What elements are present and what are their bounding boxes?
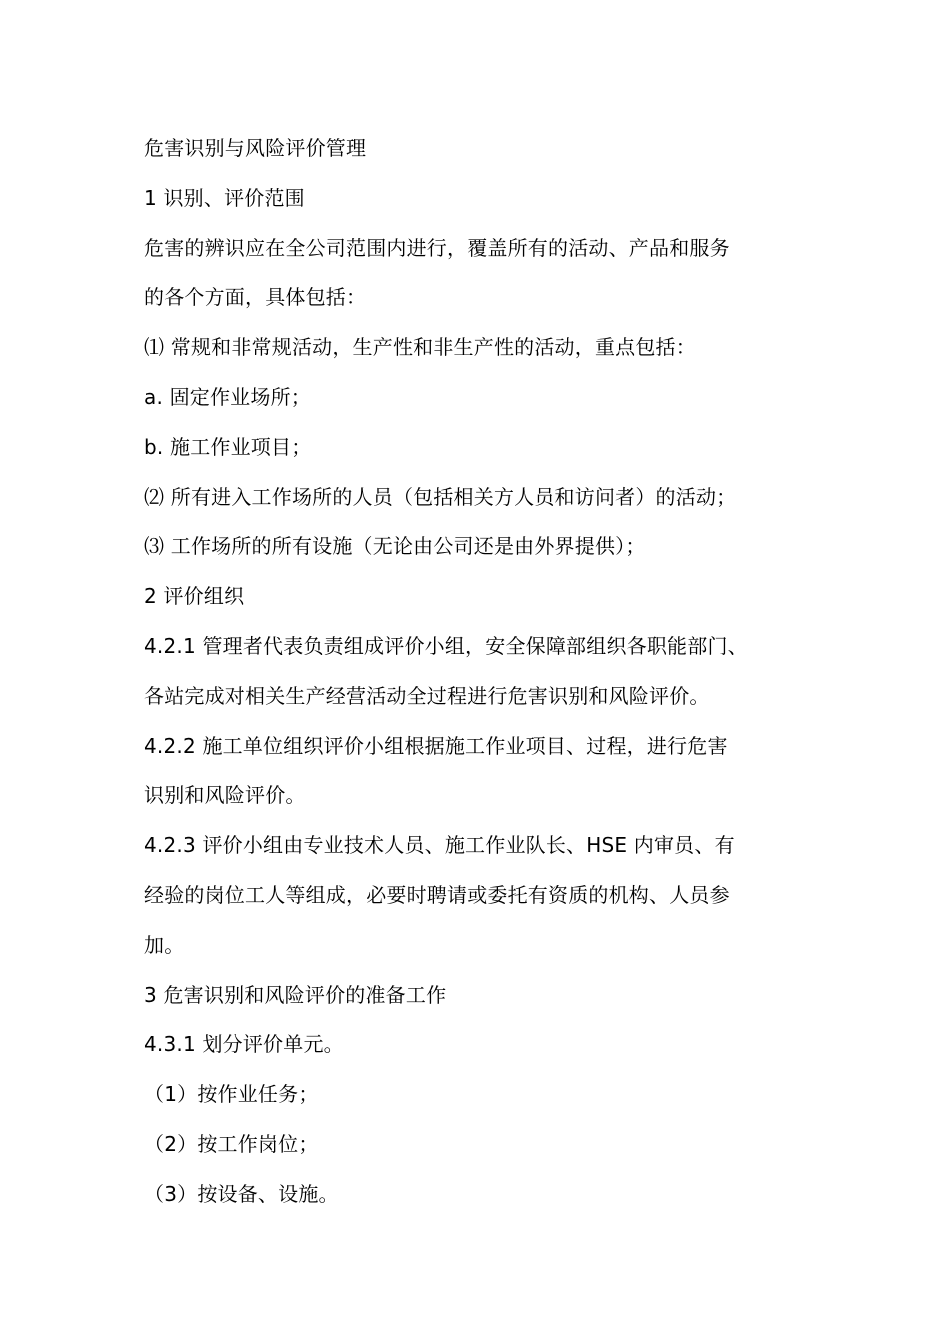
list-item: ⑵ 所有进入工作场所的人员（包括相关方人员和访问者）的活动； [144,484,737,509]
document-body [144,124,844,1220]
section-heading-2: 2 评价组织 [144,584,245,609]
list-item: （1）按作业任务； [144,1082,319,1107]
paragraph-line: 4.2.2 施工单位组织评价小组根据施工作业项目、过程，进行危害 [144,733,728,758]
paragraph-line: 各站完成对相关生产经营活动全过程进行危害识别和风险评价。 [144,683,710,708]
paragraph-line: 危害的辨识应在全公司范围内进行，覆盖所有的活动、产品和服务 [144,235,730,260]
list-item: （3）按设备、设施。 [144,1181,339,1206]
paragraph-line: 加。 [144,932,185,957]
section-heading-3: 3 危害识别和风险评价的准备工作 [144,982,447,1007]
list-item: ⑶ 工作场所的所有设施（无论由公司还是由外界提供）； [144,534,646,559]
paragraph-line: 4.2.3 评价小组由专业技术人员、施工作业队长、HSE 内审员、有 [144,833,735,858]
list-item: ⑴ 常规和非常规活动，生产性和非生产性的活动，重点包括： [144,335,696,360]
section-heading-1: 1 识别、评价范围 [144,185,305,210]
paragraph-line: 4.2.1 管理者代表负责组成评价小组，安全保障部组织各职能部门、 [144,633,748,658]
document-title: 危害识别与风险评价管理 [144,136,367,160]
paragraph-line: 4.3.1 划分评价单元。 [144,1032,344,1057]
list-item: a. 固定作业场所； [144,384,311,409]
paragraph-line: 识别和风险评价。 [144,783,306,808]
paragraph-line: 的各个方面，具体包括： [144,285,367,310]
paragraph-line: 经验的岗位工人等组成，必要时聘请或委托有资质的机构、人员参 [144,882,730,907]
list-item: b. 施工作业项目； [144,434,312,459]
list-item: （2）按工作岗位； [144,1131,319,1156]
